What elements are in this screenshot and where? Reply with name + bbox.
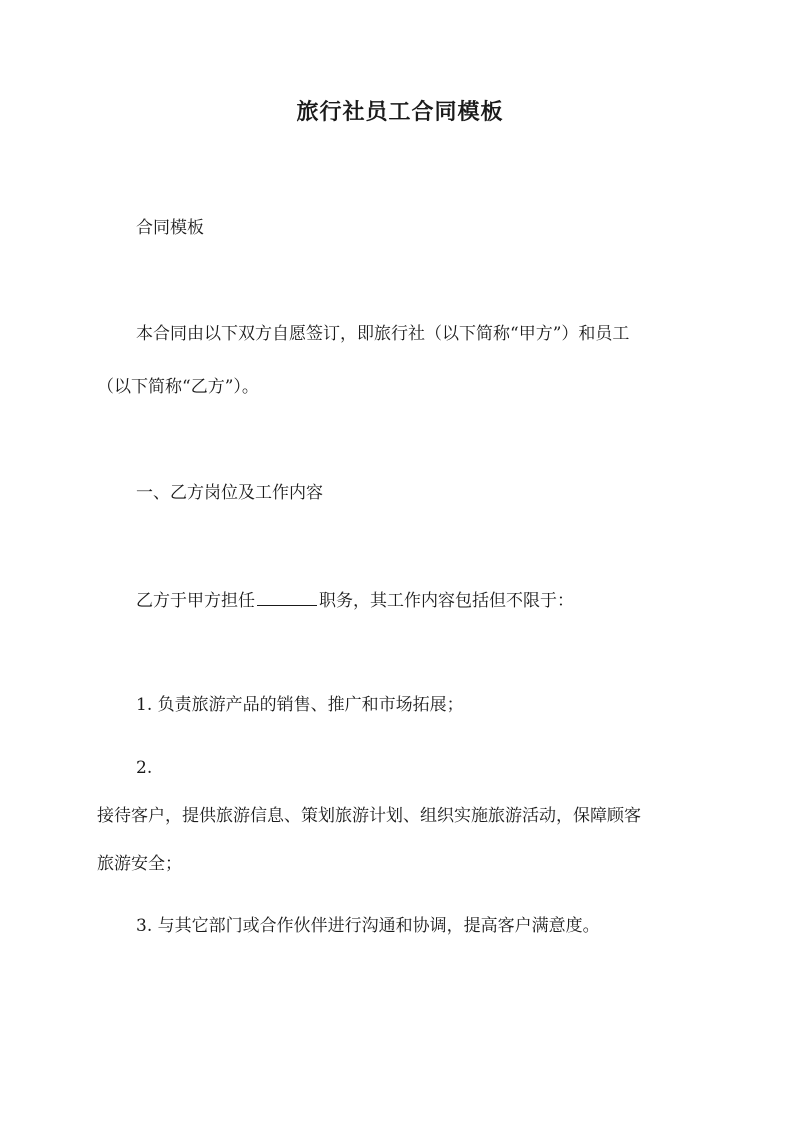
document-subtitle: 合同模板 bbox=[136, 218, 204, 238]
list-item-3: 3. 与其它部门或合作伙伴进行沟通和协调，提高客户满意度。 bbox=[136, 916, 600, 936]
list-item-1: 1. 负责旅游产品的销售、推广和市场拓展； bbox=[136, 695, 464, 715]
document-title: 旅行社员工合同模板 bbox=[296, 99, 504, 125]
duty-prefix: 乙方于甲方担任 bbox=[136, 591, 255, 611]
intro-line-1: 本合同由以下双方自愿签订，即旅行社（以下简称“甲方”）和员工 bbox=[136, 324, 630, 344]
list-item-2-line-1: 接待客户，提供旅游信息、策划旅游计划、组织实施旅游活动，保障顾客 bbox=[97, 806, 641, 826]
section-1-heading: 一、乙方岗位及工作内容 bbox=[136, 483, 323, 503]
intro-line-2: （以下简称“乙方”）。 bbox=[97, 377, 259, 397]
duty-sentence bbox=[136, 587, 574, 613]
position-blank-field bbox=[257, 587, 317, 606]
list-item-2-number: 2. bbox=[136, 758, 153, 778]
duty-suffix: 职务，其工作内容包括但不限于： bbox=[319, 591, 574, 611]
list-item-2-line-2: 旅游安全； bbox=[97, 854, 182, 874]
